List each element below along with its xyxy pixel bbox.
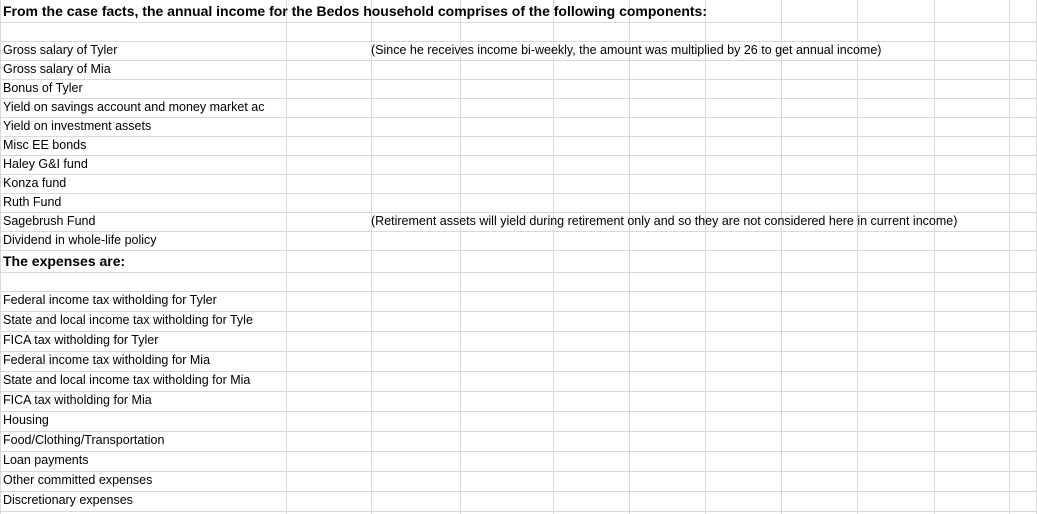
row-label: Food/Clothing/Transportation [3, 433, 165, 447]
row-gridline [0, 272, 1037, 273]
table-row [0, 351, 1037, 371]
table-row [0, 41, 1037, 60]
row-label: Yield on savings account and money market ac [3, 100, 265, 114]
table-row [0, 79, 1037, 98]
table-row [0, 60, 1037, 79]
table-row [0, 174, 1037, 193]
row-label: Federal income tax witholding for Mia [3, 353, 211, 367]
row-label: Yield on investment assets [3, 119, 152, 133]
table-row [0, 471, 1037, 491]
row-label: Federal income tax witholding for Tyler [3, 293, 217, 307]
row-label: FICA tax witholding for Tyler [3, 333, 159, 347]
table-row [0, 155, 1037, 174]
row-label: Konza fund [3, 176, 67, 190]
table-row [0, 231, 1037, 250]
row-label: Gross salary of Tyler [3, 43, 118, 57]
row-label: Gross salary of Mia [3, 62, 111, 76]
expenses-heading: The expenses are: [3, 253, 126, 269]
table-row [0, 117, 1037, 136]
row-label: Discretionary expenses [3, 493, 133, 507]
table-row [0, 193, 1037, 212]
table-row [0, 98, 1037, 117]
row-label: Dividend in whole-life policy [3, 233, 157, 247]
table-row [0, 371, 1037, 391]
row-label: Housing [3, 413, 49, 427]
table-row [0, 291, 1037, 311]
row-gridline [0, 511, 1037, 512]
row-note: (Retirement assets will yield during retirement only and so they are not considered here in current income) [371, 214, 958, 228]
row-note: (Since he receives income bi-weekly, the amount was multiplied by 26 to get annual income) [371, 43, 882, 57]
row-label: Other committed expenses [3, 473, 153, 487]
row-label: Haley G&I fund [3, 157, 88, 171]
row-label: FICA tax witholding for Mia [3, 393, 152, 407]
income-heading: From the case facts, the annual income for the Bedos household comprises of the following components: [3, 3, 707, 19]
row-label: State and local income tax witholding for Tyle [3, 313, 253, 327]
row-gridline [0, 22, 1037, 23]
table-row [0, 431, 1037, 451]
table-row [0, 331, 1037, 351]
row-label: State and local income tax witholding for Mia [3, 373, 251, 387]
row-label: Loan payments [3, 453, 89, 467]
table-row [0, 391, 1037, 411]
row-label: Sagebrush Fund [3, 214, 96, 228]
row-label: Bonus of Tyler [3, 81, 83, 95]
table-row [0, 212, 1037, 231]
table-row [0, 411, 1037, 431]
row-label: Misc EE bonds [3, 138, 87, 152]
row-label: Ruth Fund [3, 195, 62, 209]
table-row [0, 311, 1037, 331]
table-row [0, 136, 1037, 155]
table-row [0, 491, 1037, 511]
table-row [0, 451, 1037, 471]
